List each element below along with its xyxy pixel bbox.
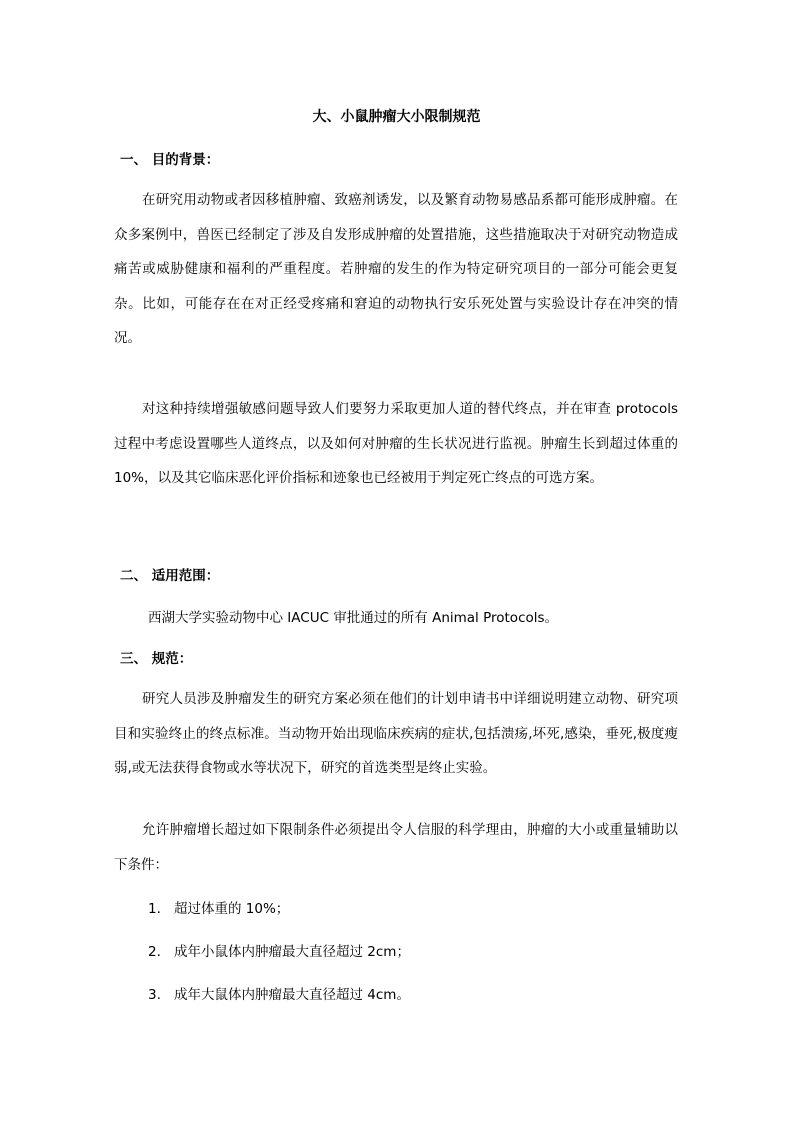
scope-text: 西湖大学实验动物中心 IACUC 审批通过的所有 Animal Protocols。 — [148, 610, 559, 626]
paragraph-background-2: 对这种持续增强敏感问题导致人们要努力采取更加人道的替代终点，并在审查 protocols 过程中考虑设置哪些人道终点，以及如何对肿瘤的生长状况进行监视。肿瘤生长到超过体重的 10%，以及其它临床恶化评价指标和迹象也已经被用于判定死亡终点的可选方案。 — [114, 401, 678, 486]
tumor-limit-list — [148, 898, 410, 1027]
section-heading-scope: 二、 适用范围： — [120, 568, 220, 584]
paragraph-background-1: 在研究用动物或者因移植肿瘤、致癌剂诱发，以及繁育动物易感品系都可能形成肿瘤。在众多案例中，兽医已经制定了涉及自发形成肿瘤的处置措施，这些措施取决于对研究动物造成痛苦或威胁健康和福利的严重程度。若肿瘤的发生的作为特定研究项目的一部分可能会更复杂。比如，可能存在在对正经受疼痛和窘迫的动物执行安乐死处置与实验设计存在冲突的情况。 — [114, 192, 678, 346]
list-item — [148, 984, 410, 1027]
list-item — [148, 941, 410, 984]
section-heading-background: 一、 目的背景： — [120, 152, 220, 168]
list-text: 超过体重的 10%； — [174, 901, 290, 917]
list-text: 成年小鼠体内肿瘤最大直径超过 2cm； — [174, 944, 410, 960]
paragraph-standard-2: 允许肿瘤增长超过如下限制条件必须提出令人信服的科学理由，肿瘤的大小或重量辅助以下条件： — [114, 822, 678, 873]
section-heading-standard: 三、 规范： — [120, 651, 193, 667]
list-number: 3. — [148, 987, 161, 1003]
list-text: 成年大鼠体内肿瘤最大直径超过 4cm。 — [174, 987, 410, 1003]
list-item — [148, 898, 410, 941]
list-number: 1. — [148, 901, 161, 917]
document-title: 大、小鼠肿瘤大小限制规范 — [312, 109, 481, 125]
list-number: 2. — [148, 944, 161, 960]
paragraph-standard-1: 研究人员涉及肿瘤发生的研究方案必须在他们的计划申请书中详细说明建立动物、研究项目和实验终止的终点标准。当动物开始出现临床疾病的症状,包括溃疡,坏死,感染，垂死,极度瘦弱,或无法获得食物或水等状况下，研究的首选类型是终止实验。 — [114, 691, 678, 776]
